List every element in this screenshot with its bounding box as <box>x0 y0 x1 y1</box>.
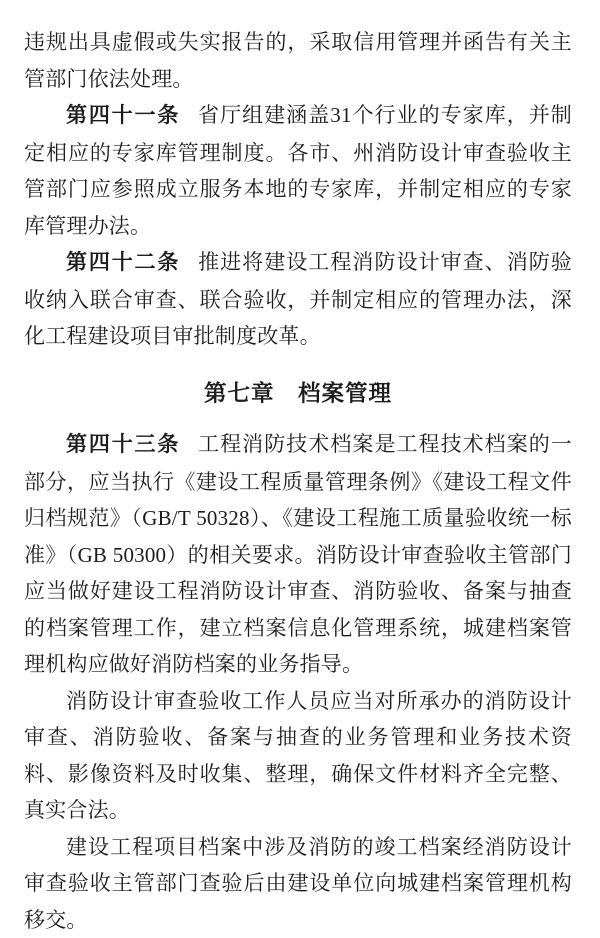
paragraph-article-42 <box>24 244 572 355</box>
paragraph-text: 推进将建设工程消防设计审查、消防验收纳入联合审查、联合验收，并制定相应的管理办法，深化工程建设项目审批制度改革。 <box>24 250 572 348</box>
article-number-42: 第四十二条 <box>66 251 180 274</box>
paragraph-text: 消防设计审查验收工作人员应当对所承办的消防设计审查、消防验收、备案与抽查的业务管理和业务技术资料、影像资料及时收集、整理，确保文件材料齐全完整、真实合法。 <box>24 689 572 823</box>
paragraph-article-43 <box>24 426 572 683</box>
paragraph-text: 违规出具虚假或失实报告的，采取信用管理并函告有关主管部门依法处理。 <box>24 30 572 91</box>
paragraph-text: 建设工程项目档案中涉及消防的竣工档案经消防设计审查验收主管部门查验后由建设单位向城建档案管理机构移交。 <box>24 835 572 932</box>
chapter-heading: 第七章 档案管理 <box>24 376 572 413</box>
paragraph-continuation <box>24 24 572 97</box>
paragraph-text: 省厅组建涵盖31个行业的专家库，并制定相应的专家库管理制度。各市、州消防设计审查验收主管部门应参照成立服务本地的专家库，并制定相应的专家库管理办法。 <box>24 103 572 238</box>
article-number-43: 第四十三条 <box>66 433 180 456</box>
paragraph-article-41 <box>24 97 572 244</box>
paragraph-article-43-3 <box>24 829 572 938</box>
paragraph-article-43-2 <box>24 683 572 829</box>
paragraph-text: 工程消防技术档案是工程技术档案的一部分，应当执行《建设工程质量管理条例》《建设工程文件归档规范》（GB/T 50328）、《建设工程施工质量验收统一标准》（GB 50300）的相关要求。消防设计审查验收主管部门应当做好建设工程消防设计审查、消防验收、备案与抽查的档案管理工作，建立档案信息化管理系统，城建档案管理机构应做好消防档案的业务指导。 <box>24 432 572 676</box>
article-number-41: 第四十一条 <box>66 104 180 127</box>
